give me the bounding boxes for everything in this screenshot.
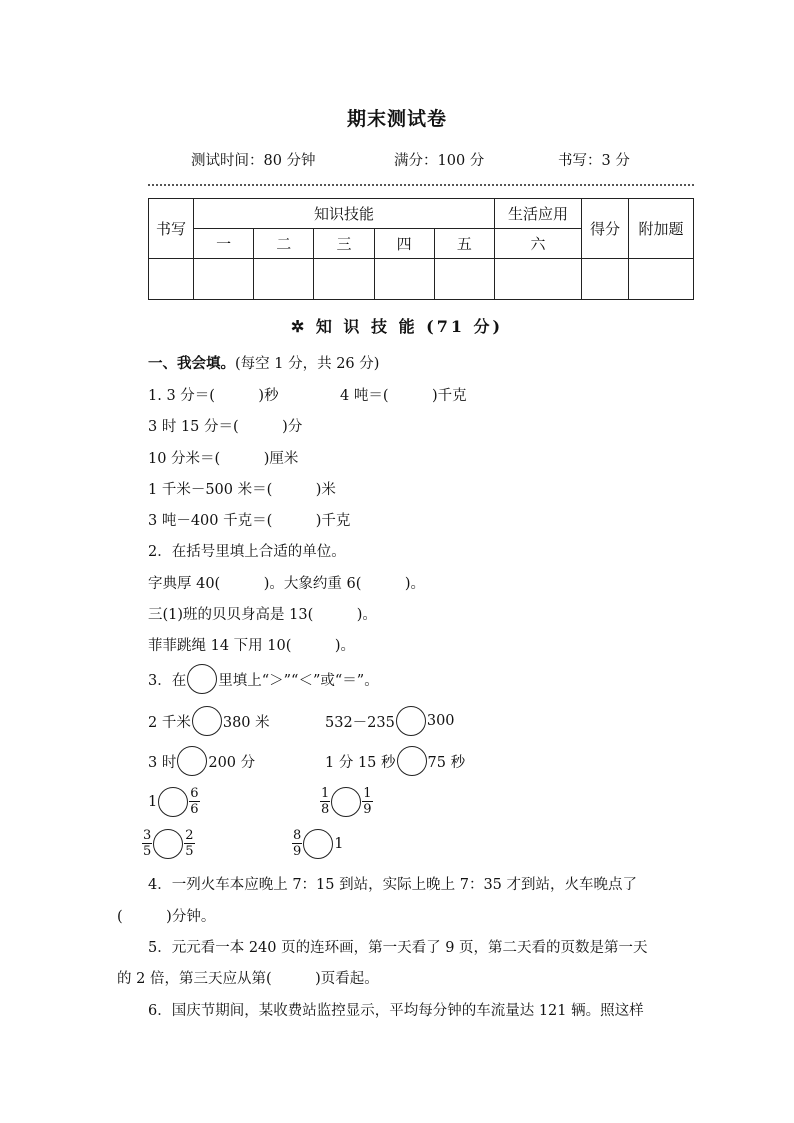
compare-circle[interactable]	[397, 746, 427, 776]
q3-d-right: 75 秒	[427, 754, 466, 771]
q3-item-d	[325, 746, 465, 776]
q4-line2: ( )分钟。	[117, 909, 216, 925]
score-cell[interactable]	[314, 259, 374, 300]
q1-line2: 3 时 15 分＝( )分	[148, 419, 303, 435]
writing-score: 书写：3 分	[558, 153, 630, 169]
compare-circle[interactable]	[396, 706, 426, 736]
fraction: $\frac{6}{6}$	[190, 786, 199, 817]
q3-item-f	[320, 786, 373, 817]
fraction: $\frac{1}{9}$	[363, 786, 372, 817]
fraction: $\frac{2}{5}$	[185, 828, 194, 859]
compare-circle[interactable]	[177, 746, 207, 776]
test-time: 测试时间：80 分钟	[191, 153, 316, 169]
q3-c-left: 3 时	[148, 754, 177, 771]
col-5: 五	[434, 229, 494, 259]
col-1: 一	[194, 229, 254, 259]
compare-circle[interactable]	[303, 829, 333, 859]
q3-item-c	[148, 746, 255, 776]
q3-item-a	[148, 706, 270, 736]
fraction: $\frac{3}{5}$	[143, 828, 152, 859]
q1-line4: 1 千米－500 米＝( )米	[148, 482, 336, 498]
header-shuxie: 书写	[149, 199, 194, 259]
compare-circle[interactable]	[153, 829, 183, 859]
full-score: 满分：100 分	[394, 153, 485, 169]
score-cell[interactable]	[254, 259, 314, 300]
score-cell[interactable]	[374, 259, 434, 300]
q1-line1a: 1. 3 分＝( )秒	[148, 388, 279, 404]
page-title: 期末测试卷	[346, 108, 447, 130]
q5-line1: 5．元元看一本 240 页的连环画，第一天看了 9 页，第二天看的页数是第一天	[148, 940, 648, 956]
header-zhishi: 知识技能	[194, 199, 495, 229]
col-6: 六	[495, 229, 582, 259]
q2-line1: 字典厚 40( )。大象约重 6( )。	[148, 576, 426, 592]
q1-line5: 3 吨－400 千克＝( )千克	[148, 513, 351, 529]
q2-heading: 2．在括号里填上合适的单位。	[148, 544, 346, 560]
compare-circle[interactable]	[331, 787, 361, 817]
q3-item-g	[142, 828, 195, 859]
score-cell[interactable]	[194, 259, 254, 300]
q3-h-right: 1	[334, 835, 344, 852]
compare-circle[interactable]	[192, 706, 222, 736]
q1-head: 一、我会填。	[148, 355, 235, 372]
header-shenghuo: 生活应用	[495, 199, 582, 229]
score-cell[interactable]	[434, 259, 494, 300]
compare-circle	[187, 664, 217, 694]
header-defen: 得分	[582, 199, 629, 259]
compare-circle[interactable]	[158, 787, 188, 817]
score-cell[interactable]	[149, 259, 194, 300]
score-table	[148, 198, 694, 300]
q4-line1: 4．一列火车本应晚上 7：15 到站，实际上晚上 7：35 才到站，火车晚点了	[148, 877, 638, 893]
q3-b-right: 300	[426, 713, 455, 729]
col-2: 二	[254, 229, 314, 259]
q1-heading	[148, 352, 379, 373]
q3-d-left: 1 分 15 秒	[325, 754, 396, 771]
header-fujia: 附加题	[629, 199, 694, 259]
q3-item-e	[148, 786, 200, 817]
q3-pre: 3．在	[148, 672, 187, 689]
col-3: 三	[314, 229, 374, 259]
q2-line2: 三(1)班的贝贝身高是 13( )。	[148, 607, 377, 623]
q3-post: 里填上“＞”“＜”或“＝”。	[218, 672, 379, 689]
q3-item-h	[292, 828, 344, 859]
q3-a-left: 2 千米	[148, 714, 191, 731]
q6-line1: 6．国庆节期间，某收费站监控显示，平均每分钟的车流量达 121 辆。照这样	[148, 1003, 644, 1019]
q5-line2: 的 2 倍，第三天应从第( )页看起。	[117, 971, 379, 987]
section-title: ✲ 知 识 技 能 (71 分)	[290, 317, 504, 336]
fraction: $\frac{1}{8}$	[321, 786, 330, 817]
q1-line1b: 4 吨＝( )千克	[340, 388, 467, 404]
score-cell[interactable]	[582, 259, 629, 300]
q2-line3: 菲菲跳绳 14 下用 10( )。	[148, 638, 356, 654]
q3-a-right: 380 米	[222, 714, 270, 731]
q3-heading	[148, 664, 379, 694]
score-cell[interactable]	[495, 259, 582, 300]
q1-line3: 10 分米＝( )厘米	[148, 451, 299, 467]
fraction: $\frac{8}{9}$	[293, 828, 302, 859]
q3-c-right: 200 分	[208, 754, 256, 771]
q1-score: (每空 1 分，共 26 分)	[235, 356, 380, 372]
col-4: 四	[374, 229, 434, 259]
q3-item-b	[325, 706, 455, 736]
score-cell[interactable]	[629, 259, 694, 300]
q3-e-left: 1	[148, 793, 158, 810]
dotted-divider	[148, 184, 694, 186]
q3-b-left: 532－235	[325, 714, 395, 731]
